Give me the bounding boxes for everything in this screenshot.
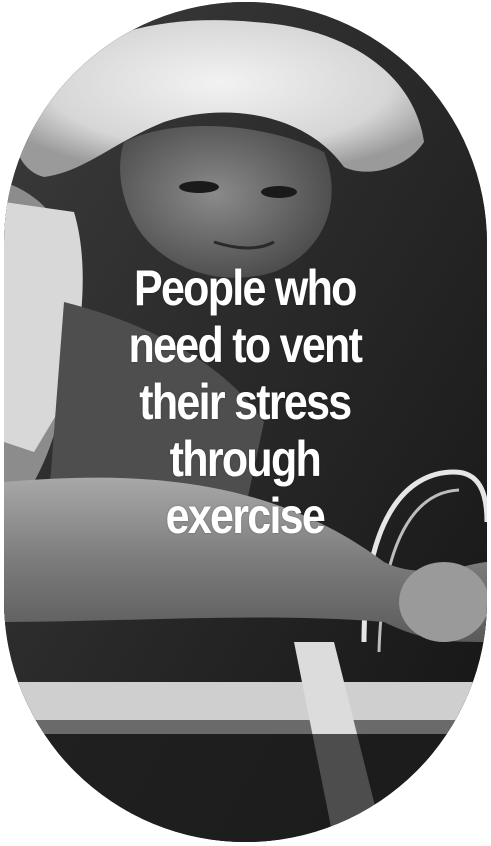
handlebar	[4, 682, 487, 720]
handlebar-shadow	[4, 720, 487, 734]
hand	[399, 562, 487, 642]
caption-line: exercise	[165, 488, 325, 544]
caption-line: their stress	[139, 374, 351, 430]
left-eye	[179, 181, 219, 193]
caption-line: need to vent	[128, 317, 362, 373]
caption-line: People who	[134, 260, 356, 316]
poster-pill	[4, 2, 487, 842]
right-eye	[261, 186, 297, 198]
lower-dark	[4, 734, 487, 842]
caption-line: through	[169, 431, 321, 487]
caption	[37, 260, 452, 545]
